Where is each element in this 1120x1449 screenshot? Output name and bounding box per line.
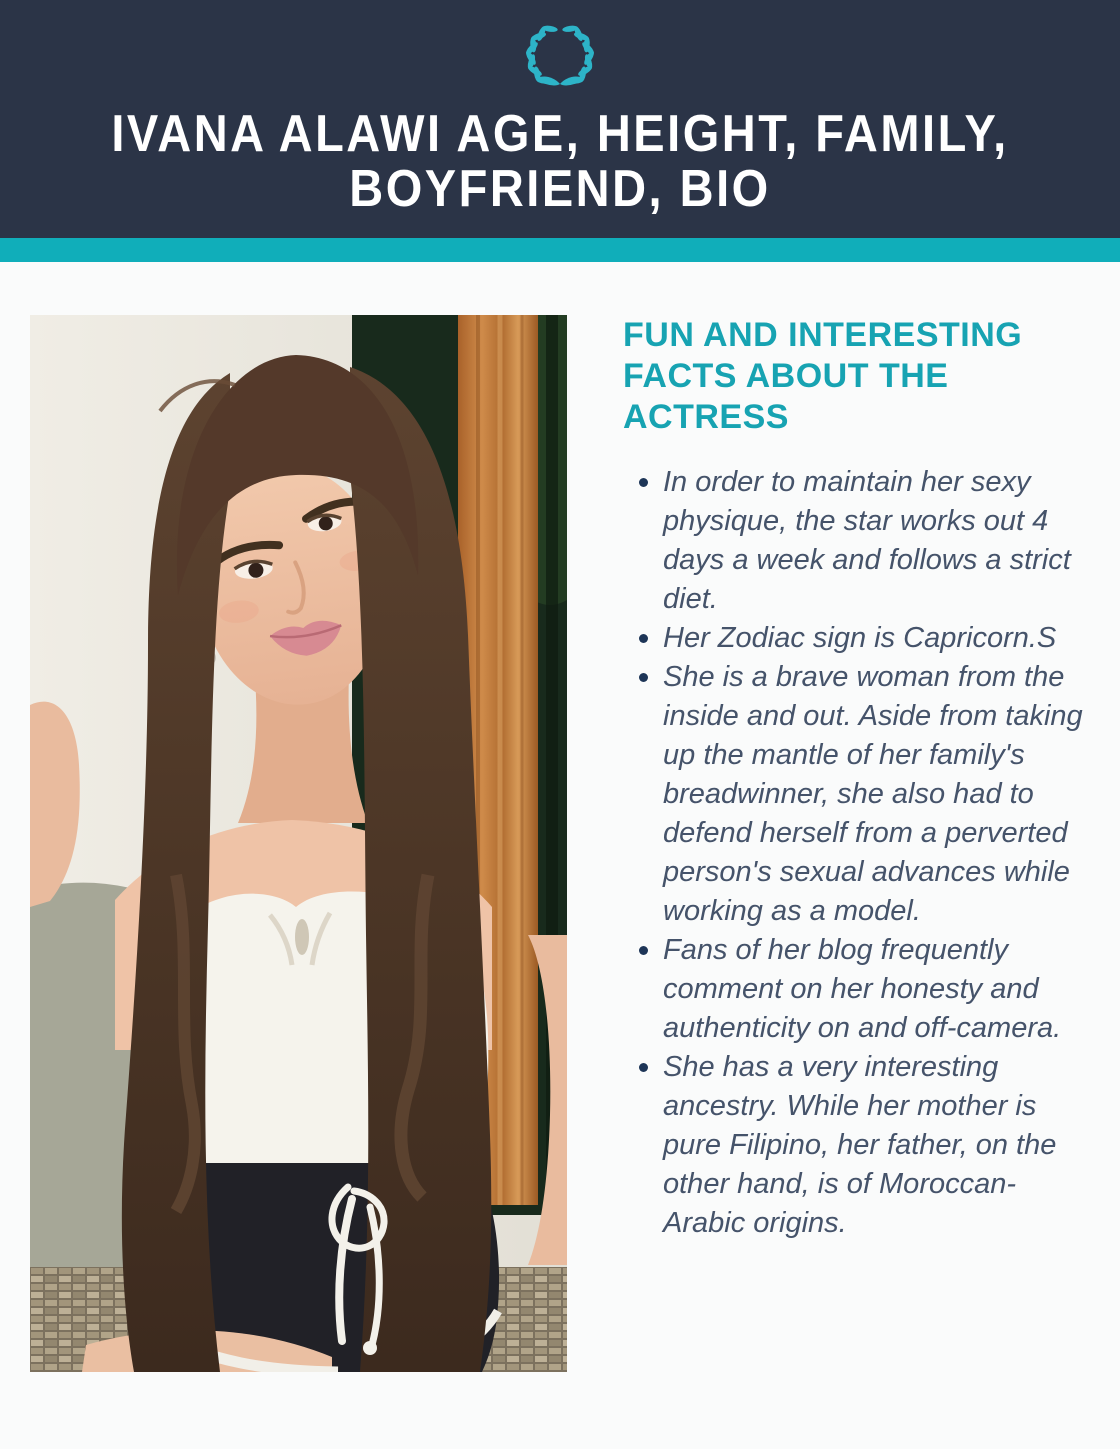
facts-heading: FUN AND INTERESTING FACTS ABOUT THE ACTRESS	[623, 316, 1023, 436]
title-line-2: BOYFRIEND, BIO	[349, 158, 771, 217]
fact-item: In order to maintain her sexy physique, the star works out 4 days a week and follows a strict diet.	[663, 463, 1090, 619]
facts-section	[623, 315, 1090, 1243]
fact-item: She is a brave woman from the inside and out. Aside from taking up the mantle of her family's breadwinner, she also had to defend herself from a perverted person's sexual advances while working as a model.	[663, 658, 1090, 931]
header-banner	[0, 0, 1120, 238]
facts-list	[623, 463, 1090, 1243]
content-area	[0, 262, 1120, 1372]
accent-bar	[0, 238, 1120, 262]
fact-item: She has a very interesting ancestry. While her mother is pure Filipino, her father, on the other hand, is of Moroccan-Arabic origins.	[663, 1048, 1090, 1243]
portrait-photo	[30, 315, 567, 1372]
laurel-wreath-icon	[519, 10, 601, 94]
title-line-1: IVANA ALAWI AGE, HEIGHT, FAMILY,	[111, 103, 1009, 163]
page-title	[0, 103, 1120, 217]
fact-item: Her Zodiac sign is Capricorn.S	[663, 619, 1090, 658]
portrait-illustration	[30, 315, 567, 1372]
fact-item: Fans of her blog frequently comment on her honesty and authenticity on and off-camera.	[663, 931, 1090, 1048]
